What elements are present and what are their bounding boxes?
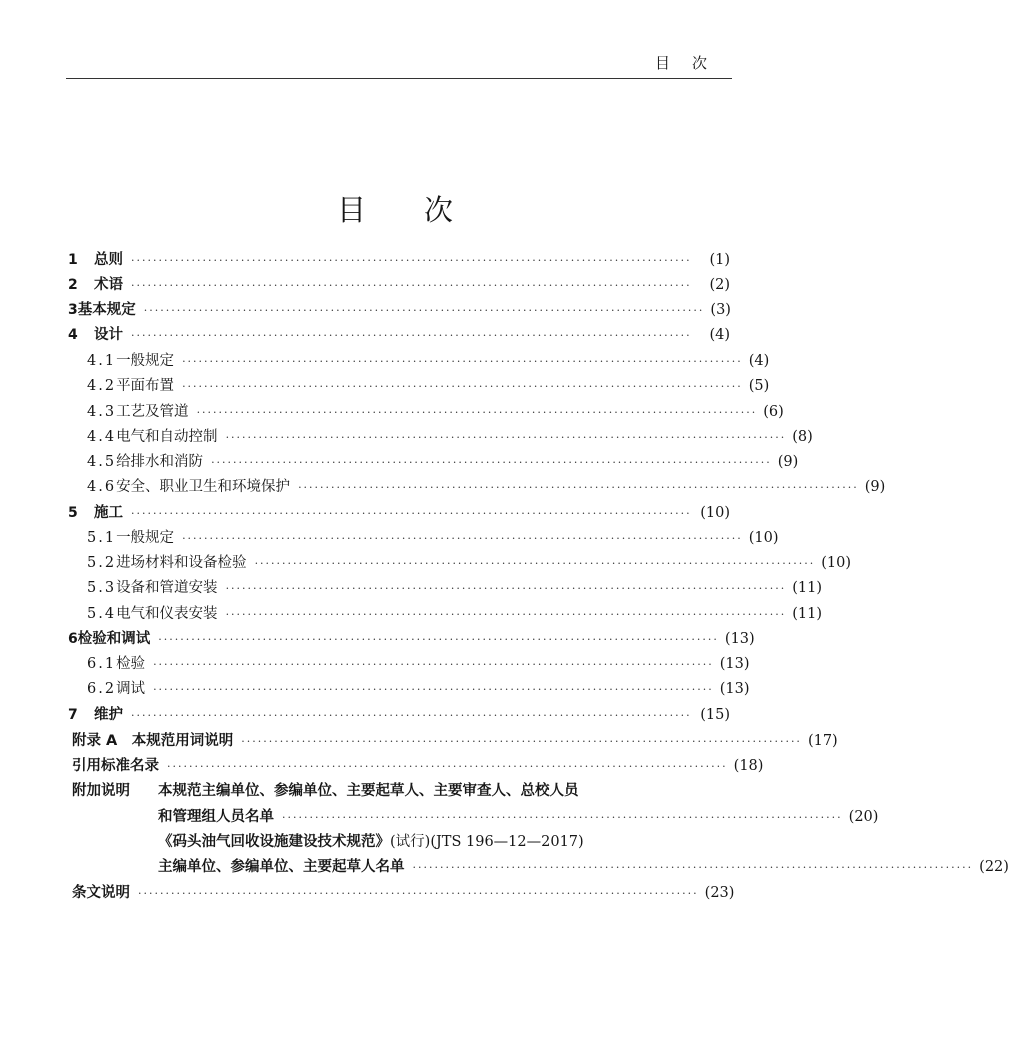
toc-entry-page: (8) bbox=[792, 429, 813, 445]
toc-entry-page: (3) bbox=[710, 302, 731, 318]
toc-entry-title: 设备和管道安装 bbox=[116, 580, 218, 596]
toc-entry-title: 维护 bbox=[94, 707, 123, 723]
toc-entry-title: 工艺及管道 bbox=[116, 404, 189, 420]
toc-leader: ······································································································ bbox=[153, 683, 714, 696]
toc-entry-title: 给排水和消防 bbox=[116, 454, 204, 470]
toc-entry-page: (13) bbox=[719, 656, 750, 672]
toc-entry-number: 4.2 bbox=[87, 378, 117, 394]
additional-notes-line1[interactable]: 本规范主编单位、参编单位、主要起草人、主要审查人、总校人员 bbox=[158, 783, 579, 799]
toc-entry-page: (18) bbox=[733, 758, 764, 774]
toc-entry[interactable] bbox=[68, 501, 730, 525]
toc-entry-title: 总则 bbox=[94, 252, 123, 268]
toc-entry-page: (10) bbox=[821, 555, 851, 571]
toc-entry-number: 1 bbox=[68, 252, 78, 268]
toc-entry-page: (9) bbox=[864, 479, 886, 495]
toc-entry-title: 平面布置 bbox=[116, 378, 175, 394]
toc-subentry[interactable] bbox=[87, 349, 770, 373]
toc-subentry[interactable] bbox=[87, 425, 813, 449]
toc-entry-title: 施工 bbox=[94, 505, 123, 521]
toc-entry-number: 5.1 bbox=[87, 530, 117, 546]
toc-subentry[interactable] bbox=[87, 450, 799, 474]
toc-entry-title: 附录 A 本规范用词说明 bbox=[72, 733, 234, 749]
toc-entry-page: (1) bbox=[709, 252, 730, 268]
toc-leader: ······································································································ bbox=[167, 760, 728, 773]
toc-entry-number: 4.5 bbox=[87, 454, 117, 470]
toc-entry-title: 设计 bbox=[94, 327, 123, 343]
toc-leader: ······································································································ bbox=[131, 254, 692, 267]
toc-entry[interactable] bbox=[68, 248, 730, 272]
toc-entry-title: 检验 bbox=[116, 656, 146, 672]
additional-notes-label: 附加说明 bbox=[72, 783, 130, 799]
toc-entry[interactable] bbox=[68, 627, 755, 651]
toc-entry-page: (11) bbox=[792, 606, 822, 622]
toc-entry-number: 5 bbox=[68, 505, 78, 521]
toc-entry-page: (22) bbox=[979, 859, 1009, 875]
toc-leader: ······································································································ bbox=[131, 507, 692, 520]
toc-entry-page: (20) bbox=[848, 809, 879, 825]
toc-entry-title: 引用标准名录 bbox=[72, 758, 159, 774]
toc-subentry[interactable] bbox=[87, 551, 851, 575]
standard-title: 《码头油气回收设施建设技术规范》 bbox=[158, 834, 390, 850]
toc-leader: ······································································································ bbox=[412, 861, 974, 874]
toc-entry-page: (23) bbox=[704, 885, 735, 901]
toc-entry[interactable] bbox=[68, 298, 730, 322]
toc-entry-number: 5.4 bbox=[87, 606, 117, 622]
toc-entry[interactable] bbox=[68, 273, 730, 297]
toc-entry-number: 4.6 bbox=[87, 479, 117, 495]
page-title-part2: 次 bbox=[424, 193, 454, 227]
toc-subentry[interactable] bbox=[87, 602, 822, 626]
toc-subentry[interactable] bbox=[87, 374, 770, 398]
toc-entry-number: 2 bbox=[68, 277, 78, 293]
toc-entry-number: 4.4 bbox=[87, 429, 117, 445]
toc-leader: ······································································································ bbox=[131, 279, 692, 292]
toc-leader: ······································································································ bbox=[225, 608, 787, 621]
toc-leader: ······································································································ bbox=[282, 811, 843, 824]
toc-entry-page: (11) bbox=[792, 580, 822, 596]
toc-entry-page: (15) bbox=[700, 707, 730, 723]
toc-entry-page: (17) bbox=[807, 733, 838, 749]
toc-entry-title: 调试 bbox=[116, 681, 146, 697]
toc-entry-page: (6) bbox=[763, 404, 784, 420]
header-rule bbox=[66, 78, 732, 79]
toc-leader: ······································································································ bbox=[138, 887, 699, 900]
toc-explanation-entry[interactable] bbox=[72, 881, 735, 905]
running-header-part1: 目 bbox=[655, 54, 671, 72]
toc-entry-title: 术语 bbox=[94, 277, 123, 293]
toc-entry-title: 和管理组人员名单 bbox=[158, 809, 274, 825]
toc-entry-title: 基本规定 bbox=[77, 302, 136, 318]
toc-subentry[interactable] bbox=[87, 475, 886, 499]
toc-entry-number: 6.1 bbox=[87, 656, 117, 672]
toc-leader: ······································································································ bbox=[143, 304, 705, 317]
toc-entry-number: 4.3 bbox=[87, 404, 117, 420]
toc-leader: ······································································································ bbox=[131, 709, 692, 722]
additional-notes-entry-2[interactable] bbox=[158, 855, 1009, 879]
toc-entry-title: 主编单位、参编单位、主要起草人名单 bbox=[158, 859, 405, 875]
toc-entry-title: 电气和自动控制 bbox=[116, 429, 218, 445]
toc-entry-number: 5.3 bbox=[87, 580, 117, 596]
toc-entry-title: 一般规定 bbox=[116, 530, 175, 546]
toc-leader: ······································································································ bbox=[225, 582, 787, 595]
toc-entry-page: (4) bbox=[709, 327, 730, 343]
toc-entry-title: 检验和调试 bbox=[77, 631, 151, 647]
toc-leader: ······································································································ bbox=[225, 431, 787, 444]
running-header bbox=[655, 52, 707, 73]
toc-leader: ······································································································ bbox=[182, 532, 743, 545]
standard-code: (试行)(JTS 196—12—2017) bbox=[390, 834, 584, 850]
page-title bbox=[0, 188, 790, 229]
page-title-part1: 目 bbox=[336, 193, 366, 227]
toc-leader: ······································································································ bbox=[241, 735, 802, 748]
toc-entry-number: 5.2 bbox=[87, 555, 117, 571]
toc-entry-page: (5) bbox=[748, 378, 770, 394]
toc-entry-title: 一般规定 bbox=[116, 353, 175, 369]
toc-leader: ······································································································ bbox=[298, 481, 859, 494]
toc-subentry[interactable] bbox=[87, 652, 750, 676]
additional-notes-line3[interactable] bbox=[158, 830, 584, 854]
toc-entry[interactable] bbox=[68, 703, 730, 727]
toc-entry-page: (10) bbox=[700, 505, 730, 521]
toc-subentry[interactable] bbox=[87, 677, 750, 701]
toc-references-entry[interactable] bbox=[72, 754, 764, 778]
toc-entry-page: (4) bbox=[748, 353, 770, 369]
toc-leader: ······································································································ bbox=[196, 406, 758, 419]
toc-entry-title: 电气和仪表安装 bbox=[116, 606, 218, 622]
toc-subentry[interactable] bbox=[87, 526, 779, 550]
toc-leader: ······································································································ bbox=[158, 633, 719, 646]
toc-entry-page: (10) bbox=[748, 530, 779, 546]
toc-entry-number: 7 bbox=[68, 707, 78, 723]
toc-entry-page: (13) bbox=[724, 631, 755, 647]
toc-appendix-entry[interactable] bbox=[72, 729, 838, 753]
toc-entry-title: 条文说明 bbox=[72, 885, 130, 901]
running-header-part2: 次 bbox=[692, 54, 708, 72]
toc-entry-number: 4 bbox=[68, 327, 78, 343]
toc-entry-page: (2) bbox=[709, 277, 730, 293]
toc-leader: ······································································································ bbox=[211, 456, 772, 469]
toc-leader: ······································································································ bbox=[182, 380, 743, 393]
toc-leader: ······································································································ bbox=[254, 557, 816, 570]
toc-entry-title: 安全、职业卫生和环境保护 bbox=[116, 479, 291, 495]
toc-entry[interactable] bbox=[68, 323, 730, 347]
toc-entry-number: 3 bbox=[68, 302, 78, 318]
toc-leader: ······································································································ bbox=[153, 658, 714, 671]
toc-entry-number: 6 bbox=[68, 631, 78, 647]
additional-notes-entry-1[interactable] bbox=[158, 805, 879, 829]
toc-subentry[interactable] bbox=[87, 576, 822, 600]
toc-entry-title: 进场材料和设备检验 bbox=[116, 555, 247, 571]
toc-entry-page: (13) bbox=[719, 681, 750, 697]
toc-leader: ······································································································ bbox=[182, 355, 743, 368]
toc-leader: ······································································································ bbox=[131, 329, 692, 342]
toc-entry-number: 6.2 bbox=[87, 681, 117, 697]
toc-entry-number: 4.1 bbox=[87, 353, 117, 369]
toc-subentry[interactable] bbox=[87, 400, 784, 424]
toc-entry-page: (9) bbox=[777, 454, 799, 470]
